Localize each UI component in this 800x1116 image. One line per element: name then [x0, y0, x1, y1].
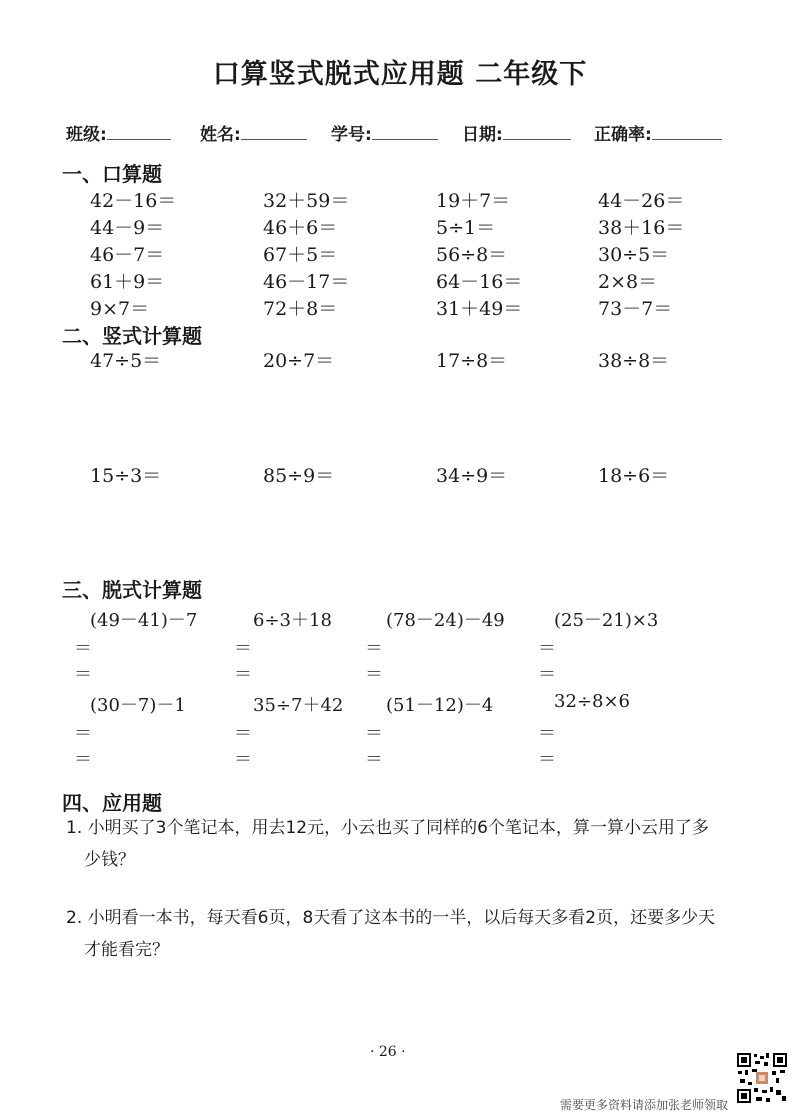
vertical-problem: 47÷5＝ — [90, 350, 162, 372]
step-equals-line: ＝ — [538, 723, 556, 744]
accuracy-blank — [652, 125, 722, 140]
oral-problem: 56÷8＝ — [436, 244, 508, 266]
oral-problem: 72＋8＝ — [263, 298, 338, 320]
accuracy-label: 正确率: — [594, 125, 652, 145]
step-problem: 32÷8×6 — [554, 691, 630, 712]
oral-problem: 19＋7＝ — [436, 190, 511, 212]
class-blank — [107, 125, 171, 140]
step-equals-line: ＝ — [74, 749, 92, 770]
vertical-problem: 20÷7＝ — [263, 350, 335, 372]
step-problem: (49－41)－7 — [90, 610, 198, 631]
oral-problem: 44－26＝ — [598, 190, 685, 212]
step-problem: (51－12)－4 — [386, 695, 494, 716]
accuracy-field — [594, 120, 722, 145]
step-equals-line: ＝ — [538, 638, 556, 659]
step-equals-line: ＝ — [74, 638, 92, 659]
oral-problem: 30÷5＝ — [598, 244, 670, 266]
oral-problem: 42－16＝ — [90, 190, 177, 212]
section2-heading: 二、竖式计算题 — [62, 324, 202, 348]
name-blank — [241, 125, 307, 140]
step-problem: (25－21)×3 — [554, 610, 659, 631]
class-field — [66, 120, 171, 145]
oral-problem: 46－7＝ — [90, 244, 165, 266]
oral-problem: 61＋9＝ — [90, 271, 165, 293]
step-equals-line: ＝ — [234, 638, 252, 659]
step-problem: 35÷7＋42 — [253, 695, 344, 716]
number-label: 学号: — [331, 125, 372, 145]
class-label: 班级: — [66, 125, 107, 145]
oral-problem: 46＋6＝ — [263, 217, 338, 239]
step-equals-line: ＝ — [365, 638, 383, 659]
page-number: · 26 · — [370, 1044, 406, 1060]
promo-text: 需要更多资料请添加张老师领取 — [560, 1098, 729, 1112]
oral-problem: 64－16＝ — [436, 271, 523, 293]
step-equals-line: ＝ — [234, 723, 252, 744]
word-problem-1-line1: 1. 小明买了3个笔记本，用去12元，小云也买了同样的6个笔记本，算一算小云用了多 — [66, 818, 709, 838]
step-equals-line: ＝ — [234, 664, 252, 685]
page-title: 口算竖式脱式应用题 二年级下 — [212, 59, 588, 90]
step-equals-line: ＝ — [74, 664, 92, 685]
oral-problem: 73－7＝ — [598, 298, 673, 320]
step-equals-line: ＝ — [365, 664, 383, 685]
step-equals-line: ＝ — [365, 723, 383, 744]
step-problem: 6÷3＋18 — [253, 610, 332, 631]
section1-heading: 一、口算题 — [62, 162, 162, 186]
section3-heading: 三、脱式计算题 — [62, 578, 202, 602]
number-field — [331, 120, 438, 145]
oral-problem: 46－17＝ — [263, 271, 350, 293]
step-problem: (30－7)－1 — [90, 695, 186, 716]
vertical-problem: 34÷9＝ — [436, 465, 508, 487]
oral-problem: 31＋49＝ — [436, 298, 523, 320]
oral-problem: 38＋16＝ — [598, 217, 685, 239]
step-equals-line: ＝ — [538, 749, 556, 770]
oral-problem: 32＋59＝ — [263, 190, 350, 212]
vertical-problem: 85÷9＝ — [263, 465, 335, 487]
date-label: 日期: — [462, 125, 503, 145]
step-equals-line: ＝ — [538, 664, 556, 685]
date-field — [462, 120, 571, 145]
number-blank — [372, 125, 438, 140]
name-label: 姓名: — [200, 125, 241, 145]
oral-problem: 2×8＝ — [598, 271, 658, 293]
oral-problem: 9×7＝ — [90, 298, 150, 320]
section4-heading: 四、应用题 — [62, 791, 162, 815]
word-problem-2-line1: 2. 小明看一本书，每天看6页，8天看了这本书的一半，以后每天多看2页，还要多少天 — [66, 908, 716, 928]
step-equals-line: ＝ — [234, 749, 252, 770]
word-problem-1-line2: 少钱？ — [84, 850, 135, 870]
step-equals-line: ＝ — [74, 723, 92, 744]
vertical-problem: 18÷6＝ — [598, 465, 670, 487]
oral-problem: 5÷1＝ — [436, 217, 496, 239]
oral-problem: 44－9＝ — [90, 217, 165, 239]
name-field — [200, 120, 307, 145]
vertical-problem: 15÷3＝ — [90, 465, 162, 487]
qr-code-icon — [736, 1052, 788, 1104]
step-equals-line: ＝ — [365, 749, 383, 770]
vertical-problem: 17÷8＝ — [436, 350, 508, 372]
date-blank — [503, 125, 571, 140]
step-problem: (78－24)－49 — [386, 610, 505, 631]
vertical-problem: 38÷8＝ — [598, 350, 670, 372]
word-problem-2-line2: 才能看完？ — [84, 940, 169, 960]
oral-problem: 67＋5＝ — [263, 244, 338, 266]
